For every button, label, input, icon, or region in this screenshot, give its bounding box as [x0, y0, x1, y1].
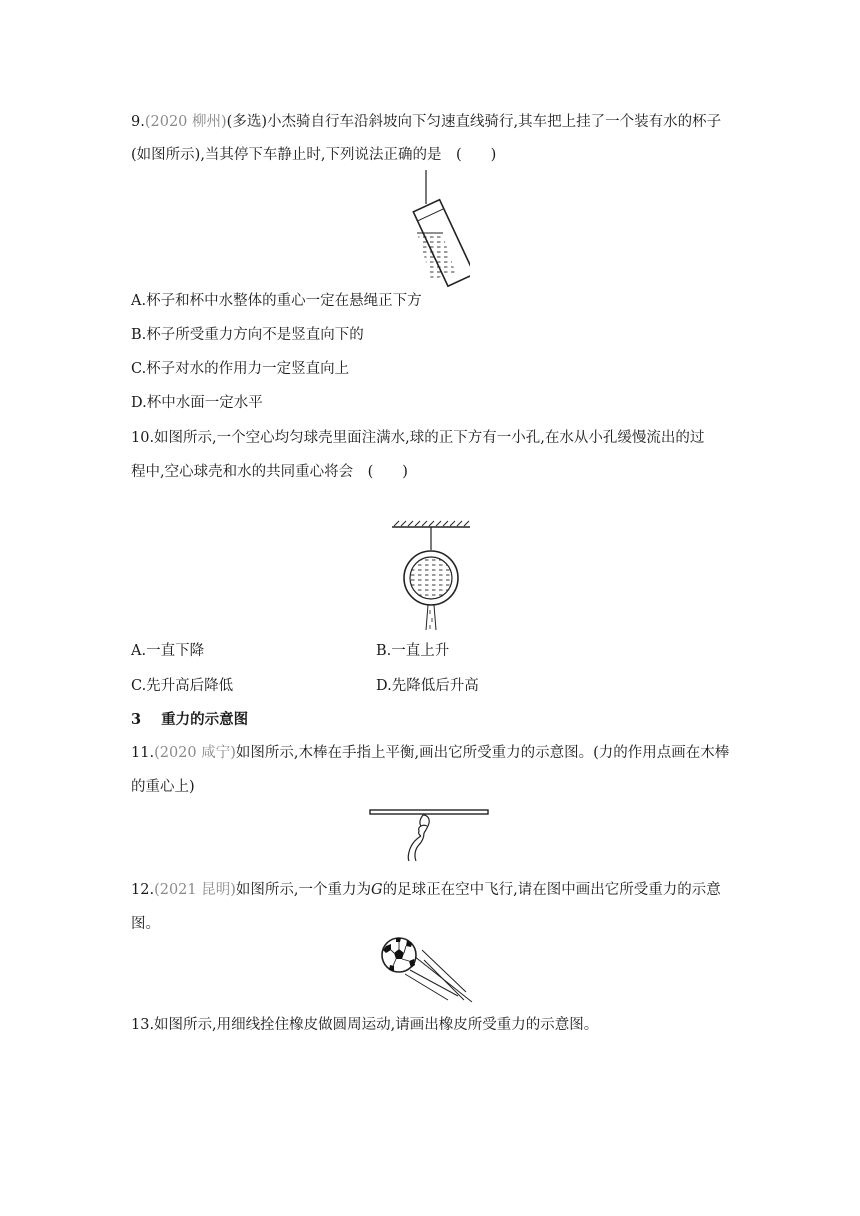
- q10-option-d: D.先降低后升高: [376, 678, 479, 694]
- q9-text: (多选)小杰骑自行车沿斜坡向下匀速直线骑行,其车把上挂了一个装有水的杯子: [226, 114, 722, 130]
- q12-text-a: 如图所示,一个重力为: [235, 882, 371, 898]
- q12-source: (2021 昆明): [154, 882, 236, 898]
- hollow-sphere-figure: [390, 518, 472, 634]
- gravity-variable: G: [371, 882, 383, 898]
- hand: [408, 815, 429, 861]
- q11-line1: [131, 743, 729, 763]
- section-number: 3: [131, 711, 142, 728]
- q10-line1: 10.如图所示,一个空心均匀球壳里面注满水,球的正下方有一小孔,在水从小孔缓慢流出的过: [131, 430, 705, 446]
- q9-option-a: A.杯子和杯中水整体的重心一定在悬绳正下方: [131, 293, 422, 309]
- q10-option-c: C.先升高后降低: [131, 678, 234, 694]
- q9-option-b: B.杯子所受重力方向不是竖直向下的: [131, 327, 364, 343]
- q9-line2: (如图所示),当其停下车静止时,下列说法正确的是 ( ): [131, 147, 497, 163]
- section-title: 重力的示意图: [161, 711, 249, 728]
- football-ball: [382, 938, 416, 972]
- q9-line1: [131, 112, 721, 132]
- q11-text: 如图所示,木棒在手指上平衡,画出它所受重力的示意图。(力的作用点画在木棒: [235, 745, 730, 761]
- q12-line1: [131, 880, 721, 900]
- cup-hanging-figure: [395, 170, 470, 290]
- q9-option-c: C.杯子对水的作用力一定竖直向上: [131, 361, 350, 377]
- stick-on-finger-figure: [366, 806, 492, 862]
- q12-line2: 图。: [131, 916, 160, 932]
- cup-water: [417, 233, 456, 279]
- q12-text-b: 的足球正在空中飞行,请在图中画出它所受重力的示意: [382, 882, 721, 898]
- sphere-water: [408, 556, 454, 602]
- water-stream: [426, 605, 436, 630]
- q11-number: 11.: [131, 745, 155, 761]
- wooden-stick: [370, 810, 488, 814]
- q11-source: (2020 咸宁): [154, 745, 236, 761]
- q13-line1: 13.如图所示,用细线拴住橡皮做圆周运动,请画出橡皮所受重力的示意图。: [131, 1017, 599, 1033]
- q10-option-b: B.一直上升: [376, 643, 450, 659]
- q10-line2: 程中,空心球壳和水的共同重心将会 ( ): [131, 464, 408, 480]
- flying-football-figure: [378, 934, 478, 1006]
- q9-source: (2020 柳州): [144, 114, 227, 130]
- ceiling: [392, 521, 470, 527]
- q11-line2: 的重心上): [131, 779, 195, 795]
- q12-number: 12.: [131, 882, 155, 898]
- q9-number: 9.: [131, 114, 145, 130]
- q10-option-a: A.一直下降: [131, 643, 205, 659]
- q9-option-d: D.杯中水面一定水平: [131, 395, 263, 411]
- section-3-heading: [131, 710, 248, 730]
